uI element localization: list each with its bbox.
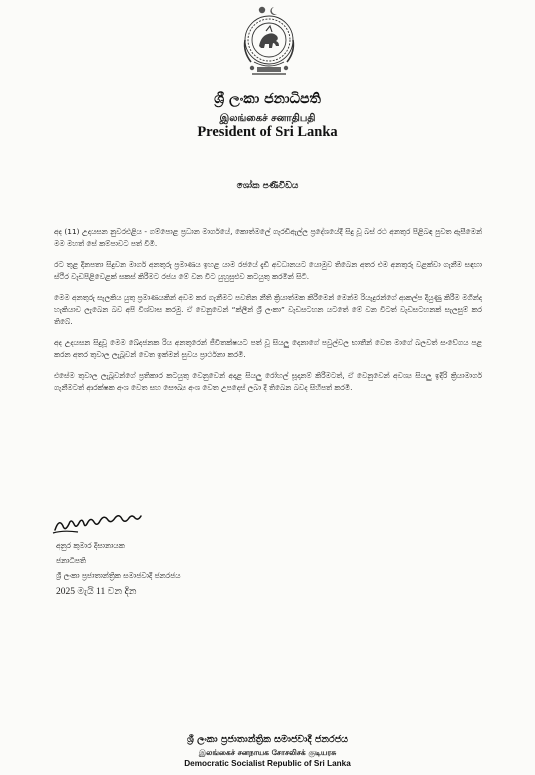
- letter-date: 2025 මැයි 11 වන දින: [56, 587, 137, 597]
- signatory-title: ජනාධිපති: [56, 556, 86, 565]
- body-paragraph: අද උදයසන සිදුවූ මෙම ඛේදජනක රිය අනතුරෙන් ජීවිතක්ෂයට පත් වූ සියලු දෙනාගේ පවුල්වල භාතීන් වෙත මාගේ බලවත් සංවේගය පළ කරන අතර තුවාල ලැබූවන් වෙත ඉක්මන් සුවය ප්‍රාර්ථනා කරමි.: [54, 337, 482, 360]
- footer-english: Democratic Socialist Republic of Sri Lanka: [184, 759, 351, 768]
- signatory-office: ශ්‍රී ලංකා ප්‍රජාතාන්ත්‍රික සමාජවාදී ජනරජය: [56, 571, 181, 580]
- national-emblem-icon: [240, 4, 298, 78]
- letterhead-title-sinhala: ශ්‍රී ලංකා ජනාධිපති: [214, 91, 321, 107]
- letterhead-title-english: President of Sri Lanka: [197, 124, 338, 140]
- signatory-name: අනුර කුමාර දිසානායක: [56, 541, 125, 550]
- body-paragraph: මෙම අනතුරු සැලකිය යුතු ප්‍රමාණයකින් අවම කර ගැනීමට පවතින නීති ක්‍රියාත්මක කිරීමෙන් මෙන්ම රියැදුරන්ගේ ආකල්ප දියුණු කිරීම මගින්ද හැකියාව ලැබෙන බව අපි විශ්වාස කරමු. ඒ වෙනුවෙන් “ක්ලීන් ශ්‍රී ලංකා” වැඩසටහන යටතේ මේ වන විටත් වැඩසටහනක් සැලසුම් කර තිබේ.: [54, 292, 482, 327]
- signatory-block: [56, 538, 180, 583]
- letter-subject: ශෝක පණිවිඩය: [236, 181, 299, 191]
- body-paragraph: අද (11) උදයසන නුවරඑළිය - ගම්පොළ ප්‍රධාන මාර්ගයේ, කොත්මලේ ගැරඩිඇල්ල ප්‍රදේශයේදී සිදු වූ බස් රථ අනතුර පිළිබඳ පුවත ඇසීමෙන් මම මහත් සේ කම්පාවට පත් වීමි.: [54, 227, 482, 249]
- footer-tamil: இலங்கைச் சனநாயக சோசலிசக் குடியரசு: [198, 748, 337, 757]
- body-paragraph: එසේම තුවාල ලැබූවන්ගේ ප්‍රතිකාර කටයුතු වෙනුවෙන් අදාළ සියලු රෝහල් සූදානම් කිරීමටත්, ඒ වෙනුවෙන් අවශ්‍ය සියලු ඉදිරි ක්‍රියාමාර්ග ගැනීමටත් ආරක්ෂක අංශ වෙත සහ සෞඛ්‍ය අංශ වෙත උපදෙස් ලබා දී තිබෙන බවද සිහිපත් කරමි.: [54, 370, 482, 393]
- footer-sinhala: ශ්‍රී ලංකා ප්‍රජාතාන්ත්‍රික සමාජවාදී ජනරජය: [186, 734, 349, 745]
- letter-body: [54, 226, 482, 403]
- body-paragraph: රට තුළ දිනපතා සිදුවන මාර්ග අනතුරු ප්‍රමාණය ඉහළ යාම රජයේ දැඩි අවධානයට යොමුව තිබෙන අතර එම අනතුරු වළක්වා ගැනීම සඳහා ස්ථිර වැඩපිළිවෙළක් සකස් කිරීමට රජය මේ වන විට යුහුසුළුව කටයුතු කරමින් සිටී.: [54, 259, 482, 282]
- signature-image: [52, 514, 162, 538]
- letterhead-title-tamil: இலங்கைச் சனாதிபதி: [219, 113, 316, 124]
